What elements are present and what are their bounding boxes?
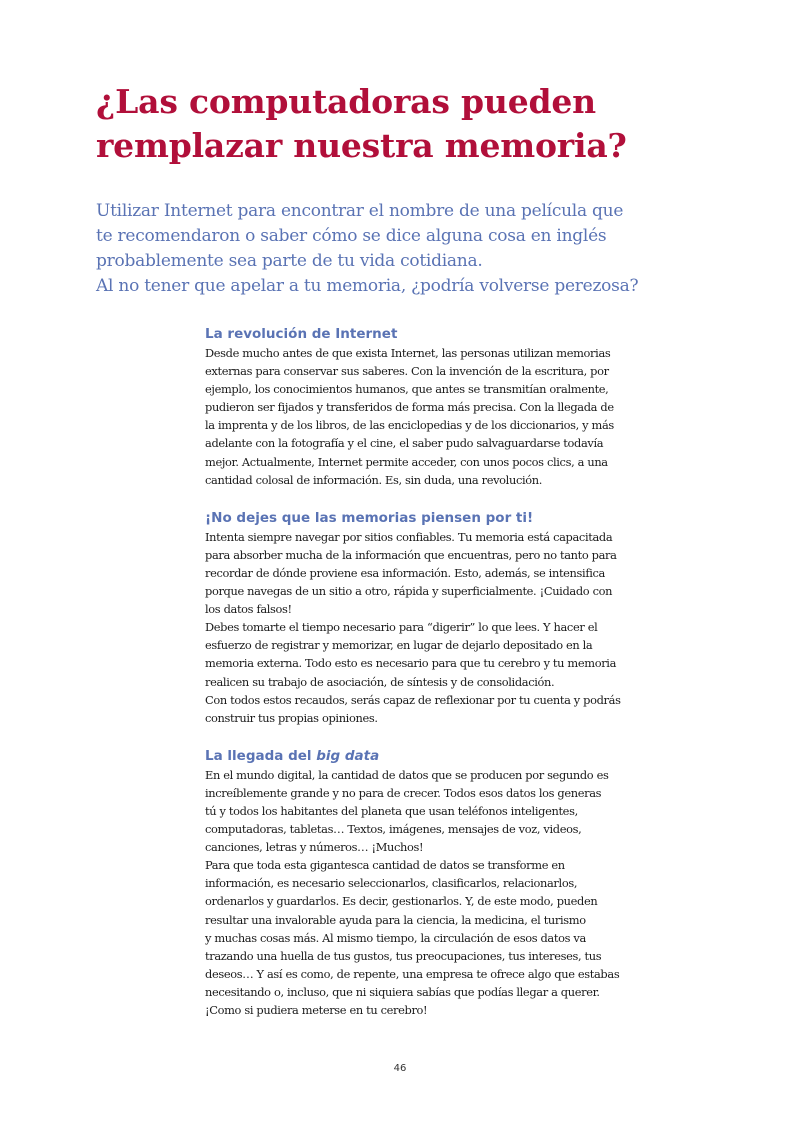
body-line: los datos falsos! xyxy=(205,602,292,617)
body-line: Para que toda esta gigantesca cantidad de datos se transforme en xyxy=(205,858,565,873)
body-line: computadoras, tabletas… Textos, imágenes, mensajes de voz, videos, xyxy=(205,822,582,837)
body-line: Con todos estos recaudos, serás capaz de reflexionar por tu cuenta y podrás xyxy=(205,692,621,707)
body-line: increíblemente grande y no para de crecer. Todos esos datos los generas xyxy=(205,785,602,800)
intro-line: te recomendaron o saber cómo se dice alguna cosa en inglés xyxy=(96,226,607,246)
body-line: ordenarlos y guardarlos. Es decir, gestionarlos. Y, de este modo, pueden xyxy=(205,894,598,909)
page-number: 46 xyxy=(393,1063,407,1074)
body-line: ejemplo, los conocimientos humanos, que antes se transmitían oralmente, xyxy=(205,382,609,397)
body-line: ¡Como si pudiera meterse en tu cerebro! xyxy=(205,1003,428,1017)
section-dont-let-memories-think xyxy=(205,509,645,727)
body-line: Debes tomarte el tiempo necesario para “digerir” lo que lees. Y hacer el xyxy=(205,620,598,635)
body-line: porque navegas de un sitio a otro, rápida y superficialmente. ¡Cuidado con xyxy=(205,584,613,599)
body-line: construir tus propias opiniones. xyxy=(205,710,378,725)
title-line: remplazar nuestra memoria? xyxy=(96,126,627,165)
body-line: necesitando o, incluso, que ni siquiera sabías que podías llegar a querer. xyxy=(205,984,600,999)
intro-line: Utilizar Internet para encontrar el nombre de una película que xyxy=(96,201,624,221)
body-column xyxy=(205,325,645,1039)
section-body xyxy=(205,344,645,489)
section-internet-revolution xyxy=(205,325,645,489)
heading-emphasis: big data xyxy=(316,747,380,764)
body-line: En el mundo digital, la cantidad de datos que se producen por segundo es xyxy=(205,767,609,782)
section-heading: La revolución de Internet xyxy=(205,326,398,342)
intro-paragraph xyxy=(96,199,716,299)
body-line: información, es necesario seleccionarlos, clasificarlos, relacionarlos, xyxy=(205,876,578,891)
body-line: resultar una invalorable ayuda para la ciencia, la medicina, el turismo xyxy=(205,912,586,927)
body-line: canciones, letras y números… ¡Muchos! xyxy=(205,840,424,855)
body-line: externas para conservar sus saberes. Con la invención de la escritura, por xyxy=(205,364,609,379)
section-heading xyxy=(205,747,645,765)
body-line: deseos… Y así es como, de repente, una empresa te ofrece algo que estabas xyxy=(205,966,620,981)
body-line: mejor. Actualmente, Internet permite acceder, con unos pocos clics, a una xyxy=(205,454,608,469)
intro-line: Al no tener que apelar a tu memoria, ¿podría volverse perezosa? xyxy=(96,276,639,296)
body-line: esfuerzo de registrar y memorizar, en lugar de dejarlo depositado en la xyxy=(205,638,593,653)
body-line: cantidad colosal de información. Es, sin duda, una revolución. xyxy=(205,472,543,487)
body-line: realicen su trabajo de asociación, de síntesis y de consolidación. xyxy=(205,674,555,689)
body-line: tú y todos los habitantes del planeta que usan teléfonos inteligentes, xyxy=(205,803,578,818)
section-big-data xyxy=(205,747,645,1019)
body-line: la imprenta y de los libros, de las enciclopedias y de los diccionarios, y más xyxy=(205,418,614,433)
body-line: trazando una huella de tus gustos, tus preocupaciones, tus intereses, tus xyxy=(205,948,602,963)
title-line: ¿Las computadoras pueden xyxy=(96,82,596,121)
section-body xyxy=(205,528,645,727)
page-title xyxy=(96,80,756,168)
heading-prefix: La llegada del xyxy=(205,747,317,764)
body-line: y muchas cosas más. Al mismo tiempo, la circulación de esos datos va xyxy=(205,930,586,945)
body-line: Desde mucho antes de que exista Internet, las personas utilizan memorias xyxy=(205,346,611,360)
section-body xyxy=(205,766,645,1019)
intro-line: probablemente sea parte de tu vida cotidiana. xyxy=(96,251,483,271)
body-line: adelante con la fotografía y el cine, el saber pudo salvaguardarse todavía xyxy=(205,436,604,451)
body-line: recordar de dónde proviene esa información. Esto, además, se intensifica xyxy=(205,565,605,580)
body-line: memoria externa. Todo esto es necesario para que tu cerebro y tu memoria xyxy=(205,656,617,671)
section-heading: ¡No dejes que las memorias piensen por ti! xyxy=(205,509,534,526)
body-line: para absorber mucha de la información que encuentras, pero no tanto para xyxy=(205,547,617,562)
body-line: pudieron ser fijados y transferidos de forma más precisa. Con la llegada de xyxy=(205,400,614,415)
body-line: Intenta siempre navegar por sitios confiables. Tu memoria está capacitada xyxy=(205,529,613,544)
